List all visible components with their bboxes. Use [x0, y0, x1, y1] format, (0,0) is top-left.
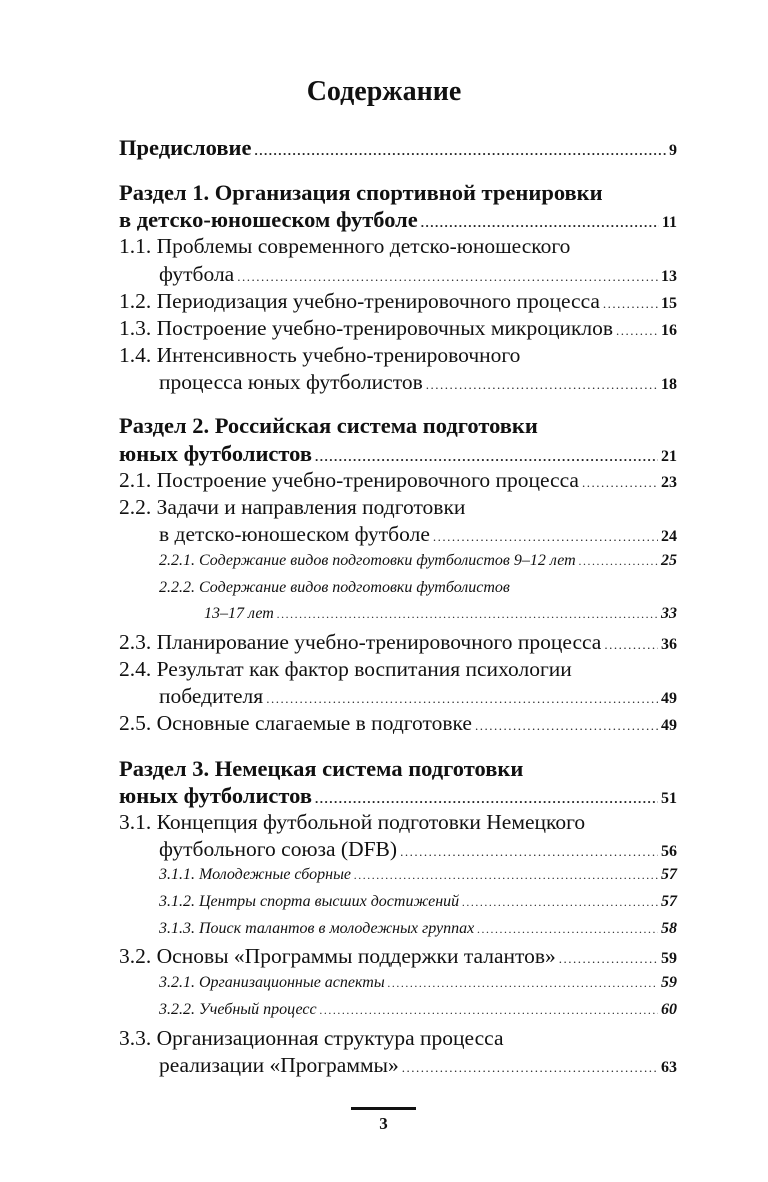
entry-text: 3.1.1. Молодежные сборные [159, 866, 352, 883]
toc-entry-section-1[interactable] [119, 207, 677, 235]
entry-page: 51 [661, 790, 677, 807]
entry-page: 57 [661, 866, 677, 883]
dot-leader [402, 1060, 658, 1076]
entry-page: 25 [661, 552, 677, 569]
entry-text: победителя [159, 684, 264, 708]
entry-text: 2.2.2. Содержание видов подготовки футболистов [159, 579, 510, 596]
dot-leader [354, 868, 658, 883]
toc-entry-2-5[interactable] [119, 711, 677, 739]
toc-entry-3-3-cont[interactable] [159, 1053, 677, 1081]
entry-text: процесса юных футболистов [159, 370, 423, 394]
entry-text: 2.3. Планирование учебно-тренировочного процесса [119, 630, 602, 654]
section-2-heading[interactable] [119, 413, 538, 441]
section-3-title-line1: Раздел 3. Немецкая система подготовки [119, 756, 524, 781]
dot-leader [254, 143, 666, 159]
toc-entry-1-2[interactable] [119, 289, 677, 317]
entry-page: 15 [661, 295, 677, 312]
entry-text: 2.1. Построение учебно-тренировочного процесса [119, 468, 579, 492]
dot-leader [320, 1003, 658, 1018]
toc-entry-3-1-cont[interactable] [159, 837, 677, 865]
entry-text: 1.2. Периодизация учебно-тренировочного процесса [119, 289, 600, 313]
toc-entry-3-3[interactable] [119, 1026, 503, 1054]
section-2-title-line2: юных футболистов [119, 441, 312, 466]
entry-page: 18 [661, 376, 677, 393]
entry-text: футбольного союза (DFB) [159, 837, 398, 861]
section-1-title-line1: Раздел 1. Организация спортивной тренировки [119, 180, 603, 205]
toc-entry-3-1-2[interactable] [159, 893, 677, 917]
entry-text: 3.3. Организационная структура процесса [119, 1026, 504, 1050]
section-2-title-line1: Раздел 2. Российская система подготовки [119, 413, 538, 438]
entry-text: 3.1. Концепция футбольной подготовки Немецкого [119, 810, 586, 834]
dot-leader [421, 215, 659, 231]
entry-page: 9 [669, 142, 677, 159]
dot-leader [559, 951, 658, 967]
entry-text: в детско-юношеском футболе [159, 522, 430, 546]
toc-entry-2-1[interactable] [119, 468, 677, 496]
section-3-heading[interactable] [119, 756, 523, 784]
toc-entry-preface[interactable] [119, 135, 677, 163]
page-number: 3 [379, 1114, 388, 1133]
toc-entry-2-2-cont[interactable] [159, 522, 677, 550]
toc-entry-3-2[interactable] [119, 944, 677, 972]
entry-text: 2.2.1. Содержание видов подготовки футболистов 9–12 лет [159, 552, 576, 569]
section-1-heading[interactable] [119, 180, 603, 208]
entry-page: 21 [661, 448, 677, 465]
entry-page: 33 [661, 605, 677, 622]
entry-text: 1.4. Интенсивность учебно-тренировочного [119, 343, 521, 367]
toc-entry-section-3[interactable] [119, 783, 677, 811]
toc-entry-2-2-2[interactable] [159, 579, 510, 603]
entry-text: 2.4. Результат как фактор воспитания психологии [119, 657, 572, 681]
entry-page: 57 [661, 893, 677, 910]
entry-page: 49 [661, 717, 677, 734]
entry-text: 3.1.2. Центры спорта высших достижений [159, 893, 460, 910]
page-title: Содержание [306, 76, 462, 107]
entry-text: 3.1.3. Поиск талантов в молодежных группах [159, 920, 475, 937]
entry-page: 36 [661, 636, 677, 653]
entry-page: 63 [661, 1059, 677, 1076]
dot-leader [477, 922, 658, 937]
entry-text: 3.2.1. Организационные аспекты [159, 974, 385, 991]
toc-entry-3-1-3[interactable] [159, 920, 677, 944]
entry-text: 1.1. Проблемы современного детско-юношеского [119, 234, 571, 258]
dot-leader [475, 718, 658, 734]
entry-text: 13–17 лет [204, 605, 274, 622]
toc-entry-3-2-2[interactable] [159, 1001, 677, 1025]
dot-leader [616, 323, 658, 339]
toc-entry-1-1[interactable] [119, 234, 570, 262]
entry-text: 2.5. Основные слагаемые в подготовке [119, 711, 472, 735]
entry-page: 58 [661, 920, 677, 937]
toc-entry-3-2-1[interactable] [159, 974, 677, 998]
entry-text: 3.2. Основы «Программы поддержки талантов» [119, 944, 556, 968]
dot-leader [315, 449, 658, 465]
toc-entry-section-2[interactable] [119, 441, 677, 469]
entry-page: 56 [661, 843, 677, 860]
entry-page: 59 [661, 950, 677, 967]
entry-page: 23 [661, 474, 677, 491]
entry-page: 49 [661, 690, 677, 707]
entry-page: 13 [661, 268, 677, 285]
toc-entry-1-1-cont[interactable] [159, 262, 677, 290]
toc-entry-2-4[interactable] [119, 657, 572, 685]
entry-page: 16 [661, 322, 677, 339]
entry-page: 60 [661, 1001, 677, 1018]
dot-leader [604, 637, 658, 653]
dot-leader [237, 269, 658, 285]
toc-entry-3-1-1[interactable] [159, 866, 677, 890]
toc-entry-2-3[interactable] [119, 630, 677, 658]
entry-text: реализации «Программы» [159, 1053, 399, 1077]
entry-page: 59 [661, 974, 677, 991]
toc-entry-2-2[interactable] [119, 495, 465, 523]
dot-leader [426, 377, 658, 393]
entry-page: 11 [661, 214, 677, 231]
toc-entry-2-2-1[interactable] [159, 552, 677, 576]
toc-entry-1-4[interactable] [119, 343, 520, 371]
entry-page: 24 [661, 528, 677, 545]
toc-entry-3-1[interactable] [119, 810, 585, 838]
toc-entry-2-4-cont[interactable] [159, 684, 677, 712]
entry-text: 2.2. Задачи и направления подготовки [119, 495, 466, 519]
dot-leader [400, 844, 658, 860]
dot-leader [388, 976, 658, 991]
section-3-title-line2: юных футболистов [119, 783, 312, 808]
entry-text: футбола [159, 262, 235, 286]
entry-text: 1.3. Построение учебно-тренировочных микроциклов [119, 316, 614, 340]
toc-entry-2-2-2-cont[interactable] [204, 605, 677, 629]
dot-leader [277, 607, 658, 622]
dot-leader [603, 296, 658, 312]
dot-leader [462, 895, 658, 910]
dot-leader [266, 691, 658, 707]
entry-text: 3.2.2. Учебный процесс [159, 1001, 317, 1018]
toc-entry-1-4-cont[interactable] [159, 370, 677, 398]
dot-leader [582, 475, 658, 491]
dot-leader [579, 554, 658, 569]
dot-leader [315, 791, 658, 807]
section-1-title-line2: в детско-юношеском футболе [119, 207, 418, 232]
dot-leader [433, 529, 658, 545]
toc-entry-1-3[interactable] [119, 316, 677, 344]
entry-text: Предисловие [119, 135, 252, 160]
footer-rule [351, 1107, 416, 1110]
